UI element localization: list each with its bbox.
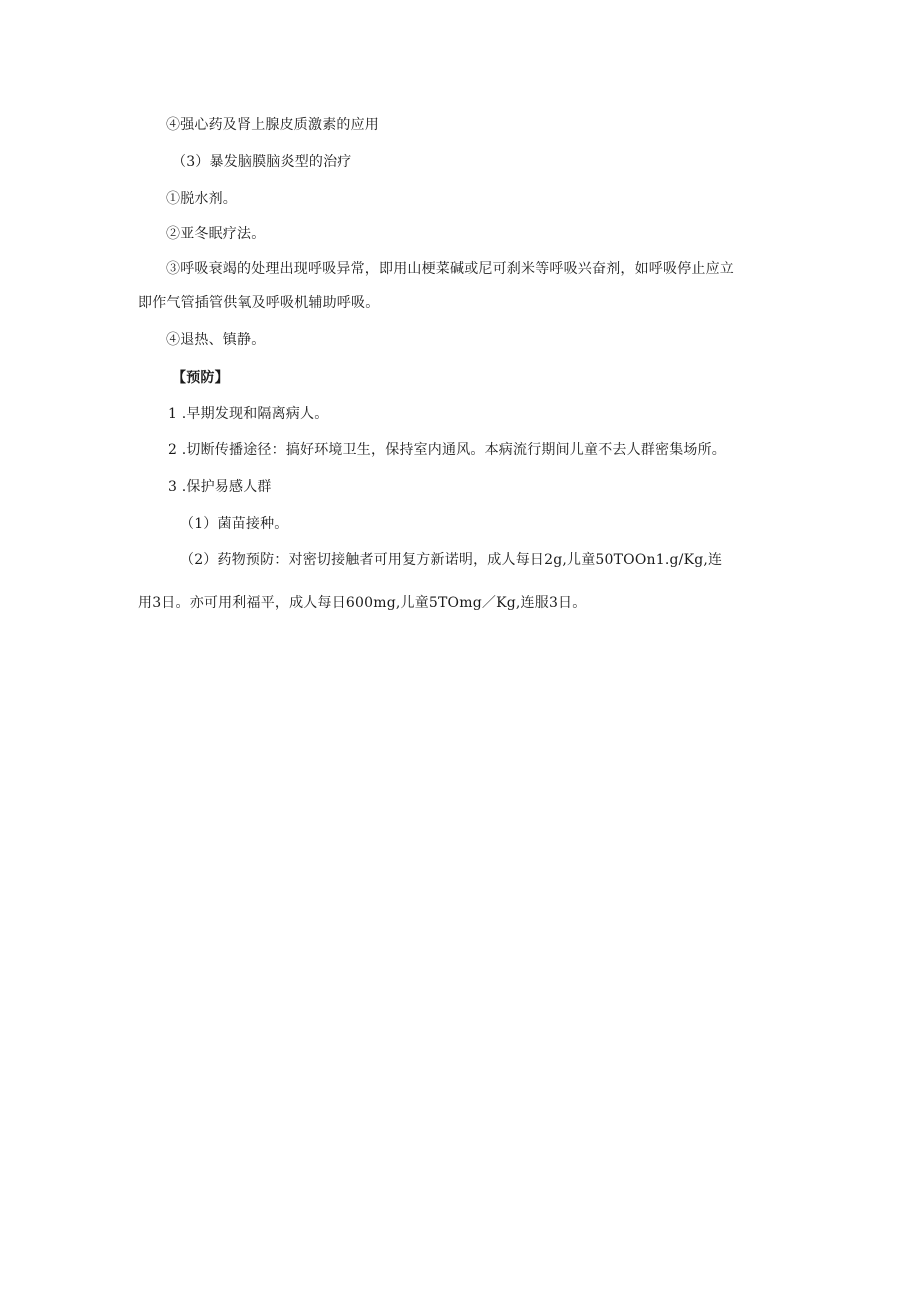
subheading-fulminant-meningoencephalitis: （3）暴发脑膜脑炎型的治疗 — [172, 154, 352, 170]
paragraph-cardiotonic: ④强心药及肾上腺皮质激素的应用 — [166, 117, 379, 133]
list-item-protect-susceptible: 3 .保护易感人群 — [168, 479, 272, 495]
subitem-drug-prevention-cont: 用3日。亦可用利福平，成人每日600mg,儿童5TOmg／Kg,连服3日。 — [138, 595, 587, 611]
paragraph-respiratory-failure-cont: 即作气管插管供氧及呼吸机辅助呼吸。 — [138, 295, 380, 311]
list-item-cut-transmission: 2 .切断传播途径：搞好环境卫生，保持室内通风。本病流行期间儿童不去人群密集场所。 — [168, 442, 727, 458]
paragraph-respiratory-failure: ③呼吸衰竭的处理出现呼吸异常，即用山梗菜碱或尼可刹米等呼吸兴奋剂，如呼吸停止应立 — [166, 261, 734, 277]
list-item-early-detection: 1 .早期发现和隔离病人。 — [168, 406, 329, 422]
subitem-drug-prevention: （2）药物预防：对密切接触者可用复方新诺明，成人每日2g,儿童50TOOn1.g/Kg,连 — [180, 552, 723, 568]
paragraph-dehydrant: ①脱水剂。 — [166, 191, 237, 207]
subitem-vaccination: （1）菌苗接种。 — [180, 516, 289, 532]
paragraph-hibernation: ②亚冬眠疗法。 — [166, 226, 266, 242]
paragraph-antipyretic: ④退热、镇静。 — [166, 332, 266, 348]
section-heading-prevention: 【预防】 — [172, 370, 229, 386]
